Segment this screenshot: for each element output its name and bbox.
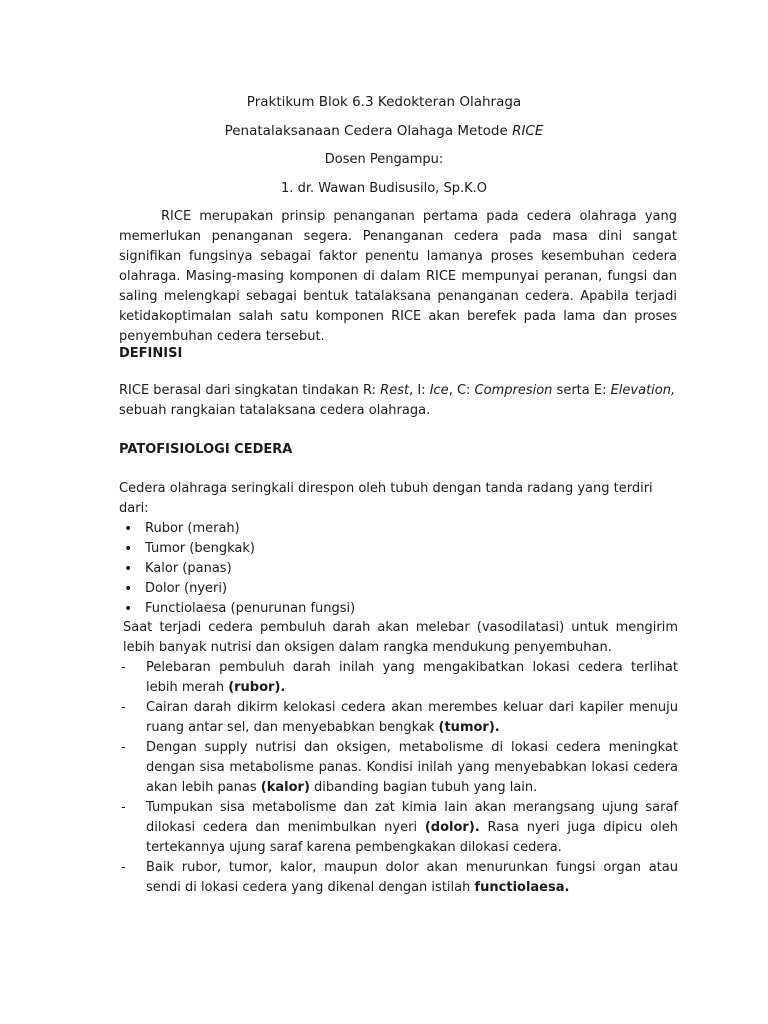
list-item: • Tumor (bengkak) — [119, 539, 679, 559]
definisi-paragraph: RICE berasal dari singkatan tindakan R: Rest, I: Ice, C: Compresion serta E: Elevation, sebuah rangkaian tatalaksana cedera olahraga. — [119, 383, 676, 418]
list-item: • Functiolaesa (penurunan fungsi) — [119, 599, 679, 619]
lecturer-name: 1. dr. Wawan Budisusilo, Sp.K.O — [281, 181, 487, 196]
mechanism-list — [123, 658, 678, 898]
inflammation-signs-list — [119, 519, 679, 619]
section-heading-patofisiologi: PATOFISIOLOGI CEDERA — [119, 442, 293, 457]
lecturer-label: Dosen Pengampu: — [324, 152, 444, 167]
document-subtitle: Penatalaksanaan Cedera Olahaga Metode RICE — [224, 123, 544, 139]
patofisiologi-lead: Cedera olahraga seringkali direspon oleh tubuh dengan tanda radang yang terdiri dari: — [119, 481, 653, 516]
list-item: • Kalor (panas) — [119, 559, 679, 579]
list-item: - Pelebaran pembuluh darah inilah yang mengakibatkan lokasi cedera terlihat lebih merah (rubor). — [123, 658, 678, 698]
vasodilatation-section — [123, 618, 678, 898]
section-heading-definisi: DEFINISI — [119, 346, 183, 361]
list-item: - Tumpukan sisa metabolisme dan zat kimia lain akan merangsang ujung saraf dilokasi cedera dan menimbulkan nyeri (dolor). Rasa nyeri juga dipicu oleh tertekannya ujung saraf karena pembengkakan dilokasi cedera. — [123, 798, 678, 858]
intro-paragraph: RICE merupakan prinsip penanganan pertama pada cedera olahraga yang memerlukan penanganan segera. Penanganan cedera pada masa dini sangat signifikan fungsinya sebagai faktor penentu lamanya proses kesembuhan cedera olahraga. Masing-masing komponen di dalam RICE mempunyai peranan, fungsi dan saling melengkapi sebagai bentuk tatalaksana penanganan cedera. Apabila terjadi ketidakoptimalan salah satu komponen RICE akan berefek pada lama dan proses penyembuhan cedera tersebut. — [119, 209, 677, 344]
list-item: - Dengan supply nutrisi dan oksigen, metabolisme di lokasi cedera meningkat dengan sisa metabolisme panas. Kondisi inilah yang menyebabkan lokasi cedera akan lebih panas (kalor) dibanding bagian tubuh yang lain. — [123, 738, 678, 798]
list-item: • Dolor (nyeri) — [119, 579, 679, 599]
list-item: • Rubor (merah) — [119, 519, 679, 539]
vasodilatation-lead: Saat terjadi cedera pembuluh darah akan melebar (vasodilatasi) untuk mengirim lebih banyak nutrisi dan oksigen dalam rangka mendukung penyembuhan. — [123, 620, 678, 655]
list-item: - Baik rubor, tumor, kalor, maupun dolor akan menurunkan fungsi organ atau sendi di lokasi cedera yang dikenal dengan istilah functiolaesa. — [123, 858, 678, 898]
document-title: Praktikum Blok 6.3 Kedokteran Olahraga — [246, 94, 522, 110]
list-item: - Cairan darah dikirm kelokasi cedera akan merembes keluar dari kapiler menuju ruang antar sel, dan menyebabkan bengkak (tumor). — [123, 698, 678, 738]
patofisiologi-section — [119, 479, 679, 619]
